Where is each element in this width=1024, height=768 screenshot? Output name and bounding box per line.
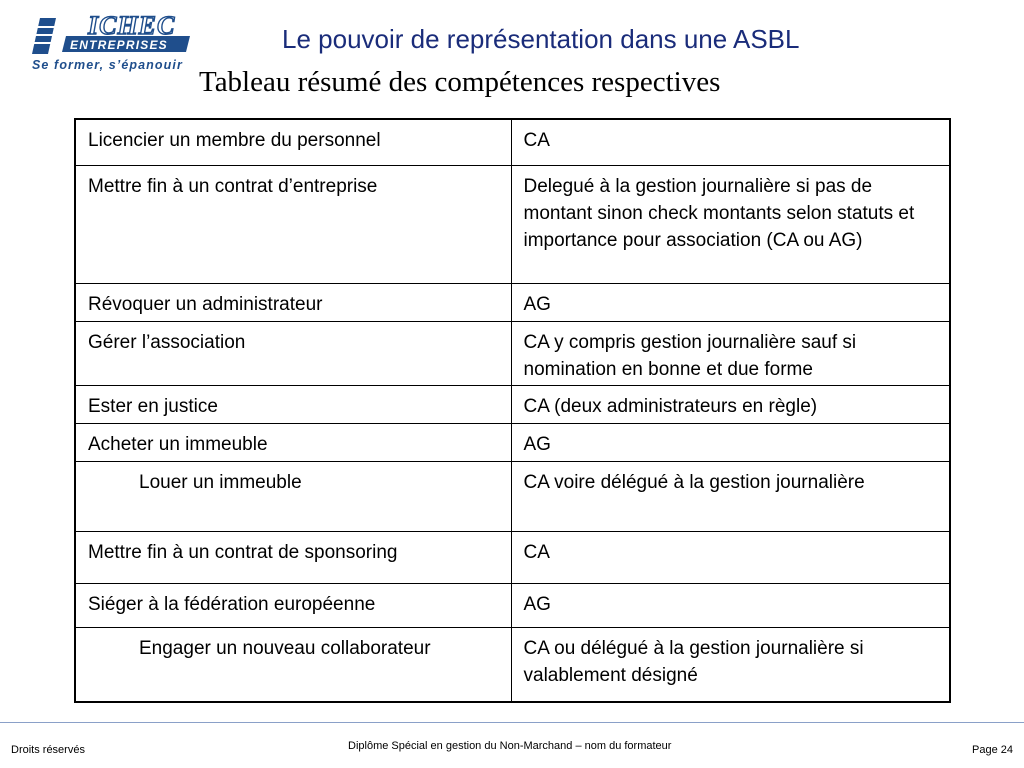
- competence-cell: CA: [511, 119, 950, 165]
- action-cell: Ester en justice: [75, 385, 511, 423]
- action-cell: Mettre fin à un contrat d’entreprise: [75, 165, 511, 283]
- action-cell: Acheter un immeuble: [75, 423, 511, 461]
- action-cell: Révoquer un administrateur: [75, 283, 511, 321]
- slide-title: Tableau résumé des compétences respectives: [199, 66, 721, 98]
- logo-sub-text: ENTREPRISES: [70, 38, 168, 52]
- competence-cell: AG: [511, 583, 950, 627]
- action-cell: Engager un nouveau collaborateur: [75, 627, 511, 702]
- table-row: [75, 283, 950, 321]
- competence-cell: CA (deux administrateurs en règle): [511, 385, 950, 423]
- logo-tagline: Se former, s’épanouir: [32, 58, 183, 72]
- competence-cell: Delegué à la gestion journalière si pas de montant sinon check montants selon statuts et importance pour association (CA ou AG): [511, 165, 950, 283]
- footer-page-number: Page 24: [972, 744, 1013, 756]
- competence-cell: CA ou délégué à la gestion journalière si valablement désigné: [511, 627, 950, 702]
- action-cell: Mettre fin à un contrat de sponsoring: [75, 531, 511, 583]
- ichec-logo-mark: [30, 12, 200, 60]
- action-cell: Siéger à la fédération européenne: [75, 583, 511, 627]
- action-cell: Licencier un membre du personnel: [75, 119, 511, 165]
- table-row: [75, 627, 950, 702]
- table-row: [75, 531, 950, 583]
- ichec-logo: [30, 12, 200, 78]
- table-row: [75, 423, 950, 461]
- header-title: Le pouvoir de représentation dans une ASBL: [282, 24, 800, 54]
- table-row: [75, 583, 950, 627]
- footer-course: Diplôme Spécial en gestion du Non-Marchand – nom du formateur: [348, 740, 672, 752]
- table-row: [75, 321, 950, 385]
- footer-rights: Droits réservés: [11, 744, 85, 756]
- table-row: [75, 385, 950, 423]
- table-row: [75, 119, 950, 165]
- table-row: [75, 461, 950, 531]
- logo-brand-text: ICHEC: [88, 12, 176, 40]
- competence-cell: CA: [511, 531, 950, 583]
- table-row: [75, 165, 950, 283]
- footer-divider: [0, 722, 1024, 723]
- competence-cell: AG: [511, 283, 950, 321]
- competence-cell: CA voire délégué à la gestion journalière: [511, 461, 950, 531]
- action-cell: Louer un immeuble: [75, 461, 511, 531]
- competences-table: [74, 118, 949, 703]
- action-cell: Gérer l’association: [75, 321, 511, 385]
- competence-cell: CA y compris gestion journalière sauf si nomination en bonne et due forme: [511, 321, 950, 385]
- competence-cell: AG: [511, 423, 950, 461]
